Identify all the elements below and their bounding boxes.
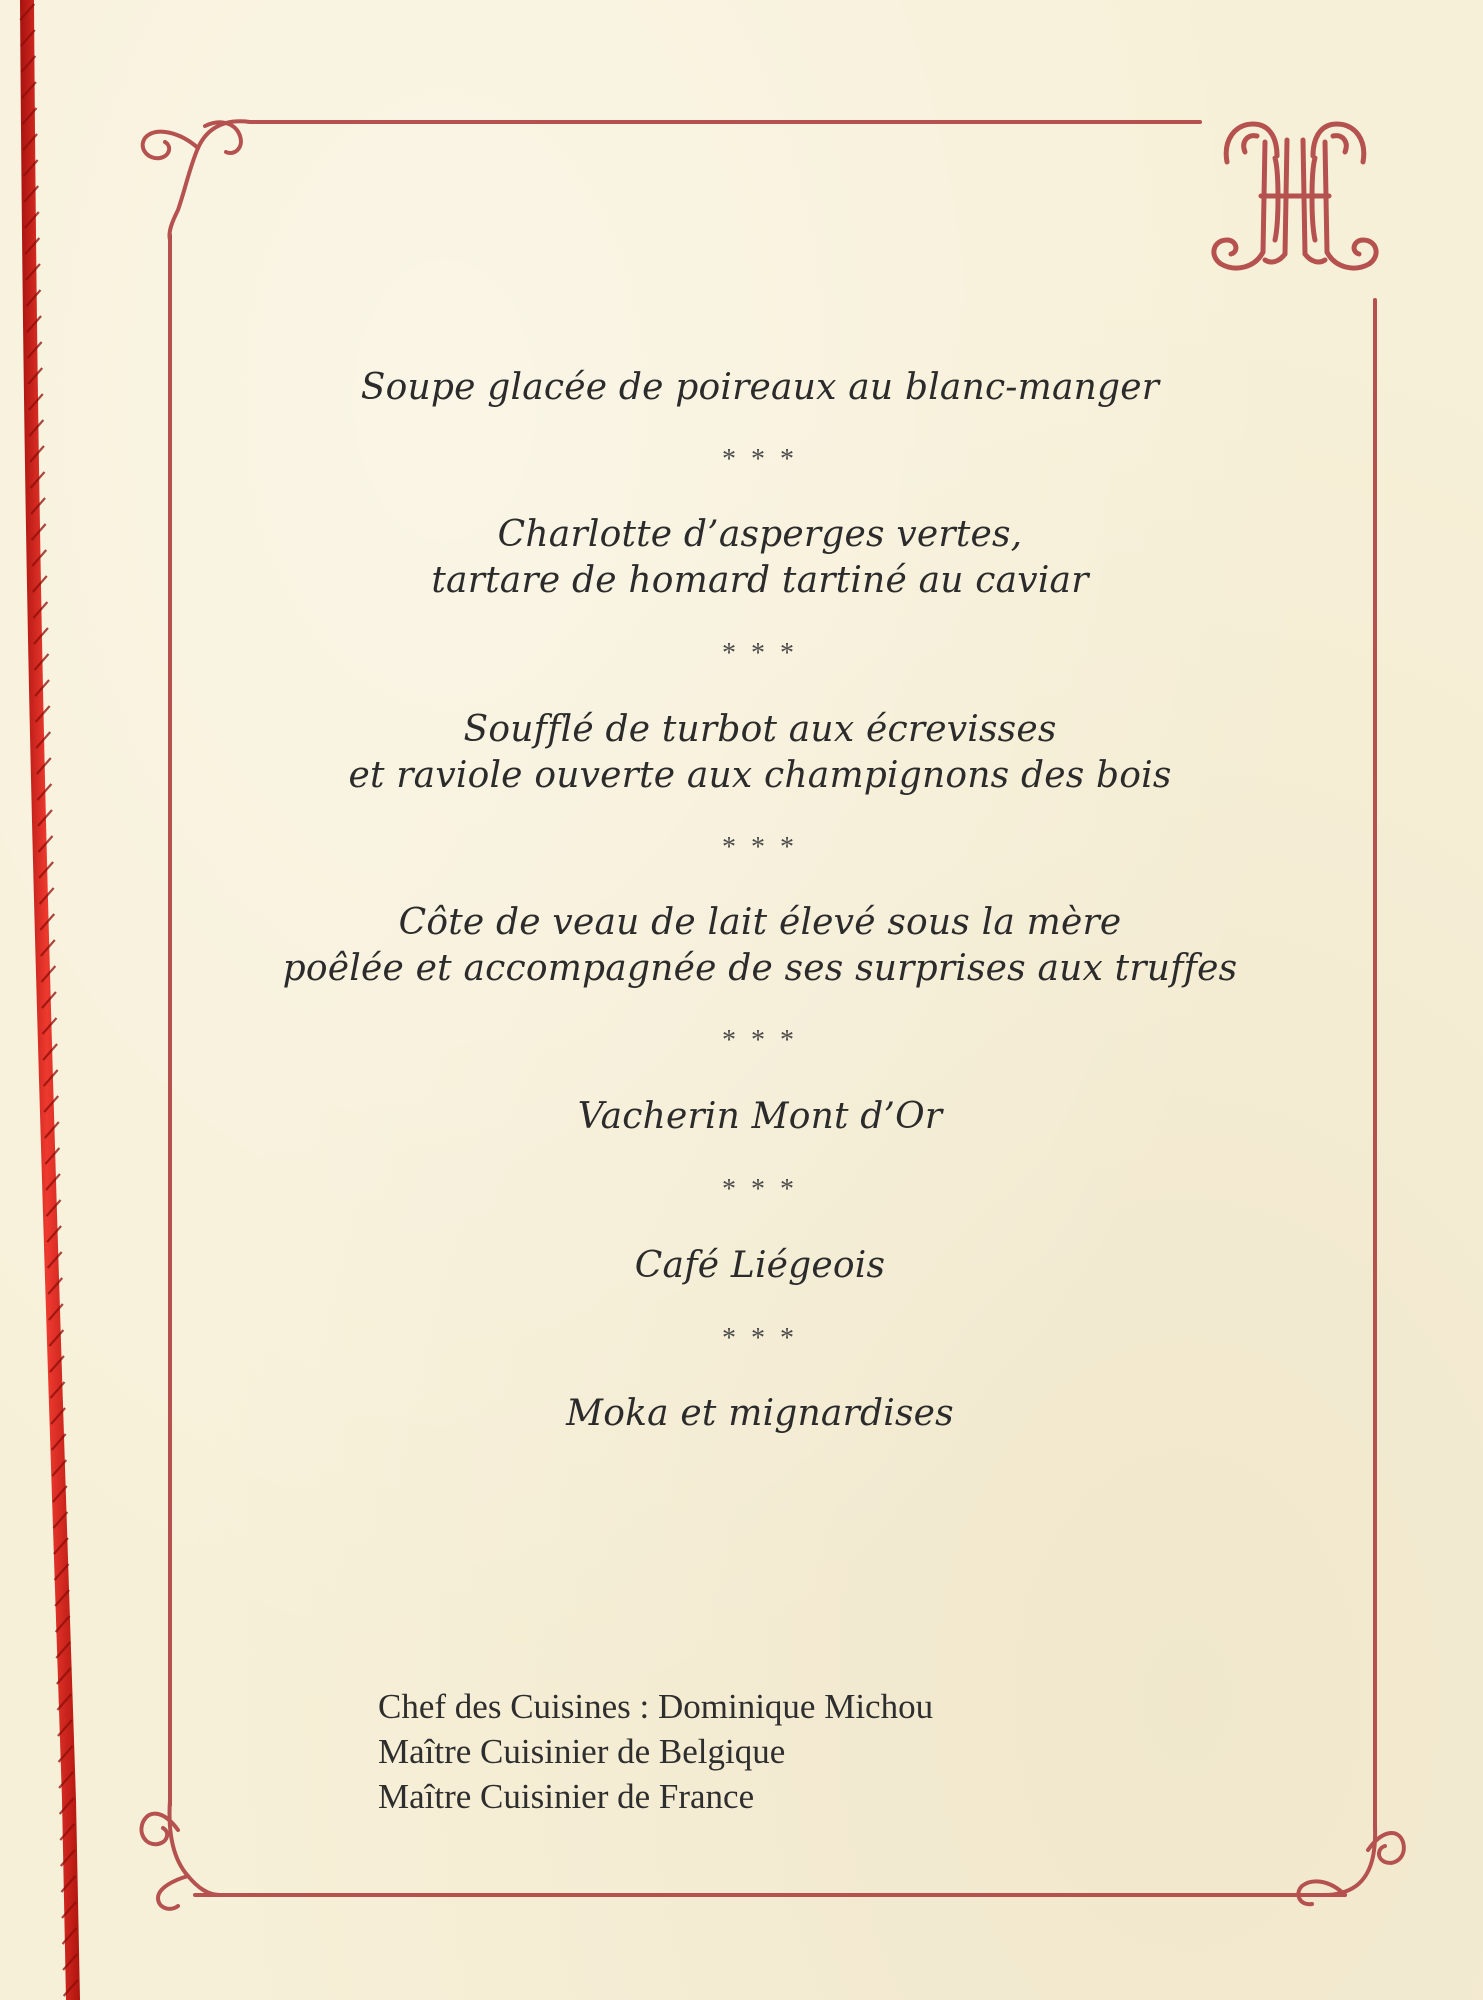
course-separator: * * * (722, 1025, 798, 1056)
course-separator: * * * (722, 1174, 798, 1205)
course-separator: * * * (722, 638, 798, 669)
course-line: Soufflé de turbot aux écrevisses (463, 709, 1057, 750)
course-line: Côte de veau de lait élevé sous la mère (398, 902, 1122, 943)
menu-course (260, 1243, 1260, 1289)
course-separator: * * * (722, 1323, 798, 1354)
course-separator: * * * (722, 444, 798, 475)
chef-credits (378, 1684, 933, 1819)
course-line: tartare de homard tartiné au caviar (431, 560, 1089, 601)
course-separator: * * * (722, 832, 798, 863)
menu-course (260, 707, 1260, 799)
menu-course (260, 1094, 1260, 1140)
course-line: Soupe glacée de poireaux au blanc-manger (360, 367, 1160, 408)
chef-name-line: Chef des Cuisines : Dominique Michou (378, 1687, 934, 1726)
course-line: Charlotte d’asperges vertes, (497, 514, 1023, 555)
menu-course (260, 365, 1260, 411)
course-line: Vacherin Mont d’Or (577, 1096, 943, 1137)
course-line: Moka et mignardises (566, 1393, 954, 1434)
course-line: poêlée et accompagnée de ses surprises aux truffes (282, 948, 1238, 989)
menu-course (260, 1391, 1260, 1437)
menu-course (260, 900, 1260, 992)
course-line: et raviole ouverte aux champignons des bois (348, 755, 1172, 796)
menu-course (260, 512, 1260, 604)
course-line: Café Liégeois (634, 1245, 886, 1286)
chef-title-france: Maître Cuisinier de France (378, 1777, 755, 1816)
chef-title-belgium: Maître Cuisinier de Belgique (378, 1732, 786, 1771)
